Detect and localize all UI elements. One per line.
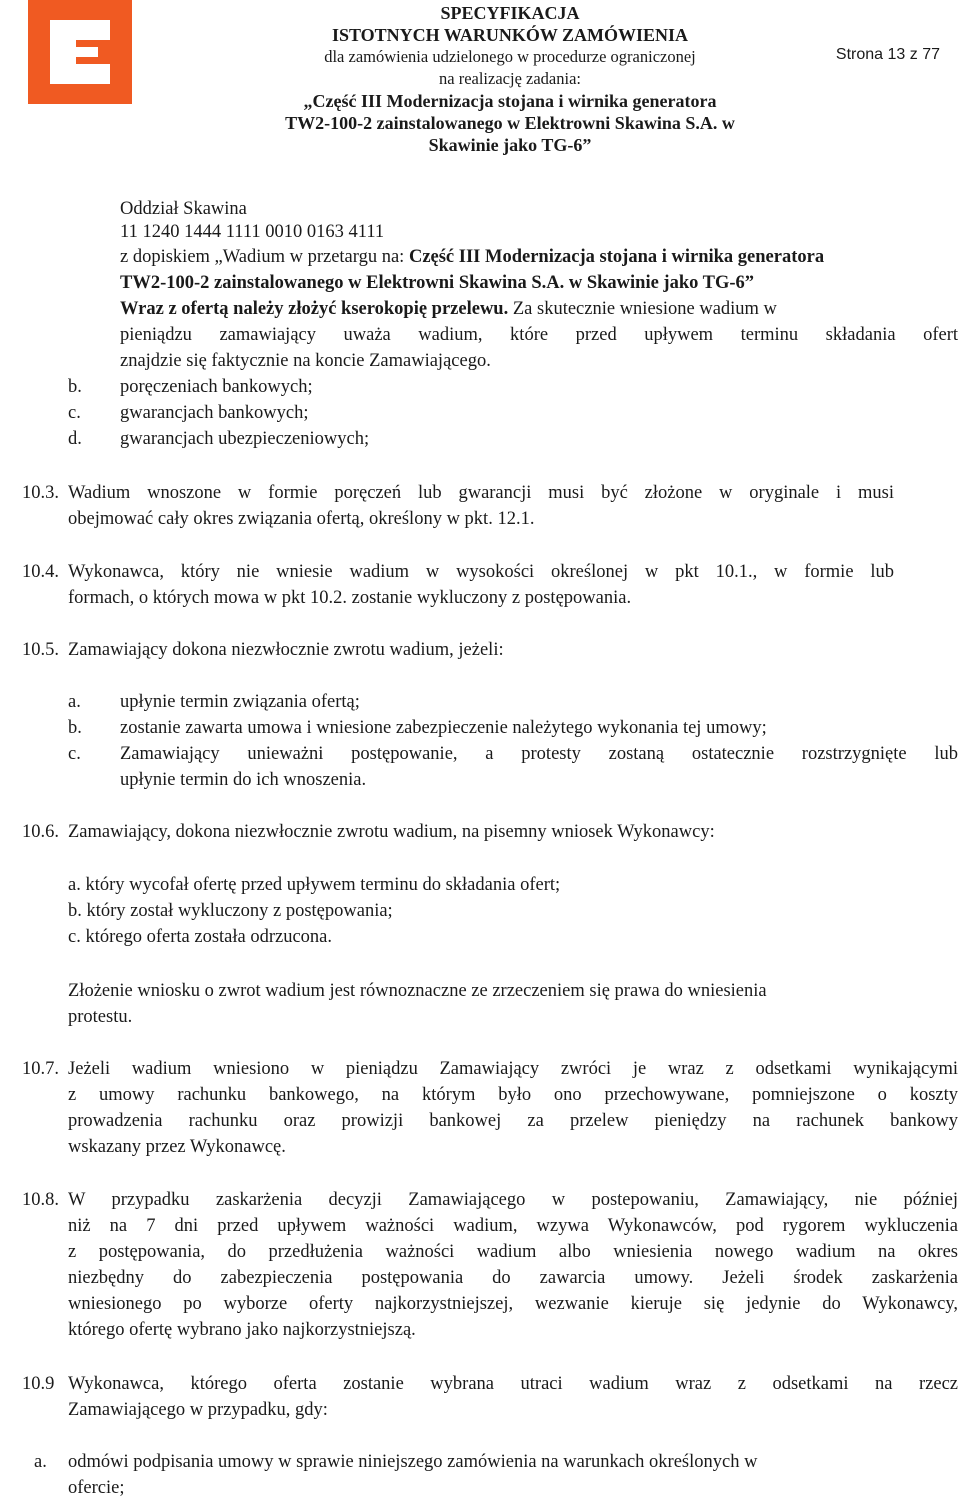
annotation-normal: z dopiskiem „Wadium w przetargu na: bbox=[120, 247, 409, 267]
form-item: gwarancjach bankowych; bbox=[120, 403, 309, 423]
header-task-line1: „Część III Modernizacja stojana i wirnika generatora bbox=[303, 91, 717, 111]
list-item: Zamawiający unieważni postępowanie, a protesty zostaną ostatecznie rozstrzygnięte lub bbox=[120, 744, 958, 764]
list-item-end: ofercie; bbox=[68, 1478, 125, 1498]
section-109-end: Zamawiającego w przypadku, gdy: bbox=[68, 1400, 328, 1420]
document-header bbox=[250, 2, 770, 156]
section-number: 10.7. bbox=[22, 1059, 59, 1079]
list-item: c. którego oferta została odrzucona. bbox=[68, 927, 333, 947]
section-108-end: którego ofertę wybrano jako najkorzystniejszą. bbox=[68, 1320, 416, 1340]
header-procedure: dla zamówienia udzielonego w procedurze ograniczonej bbox=[324, 47, 696, 66]
section-number: 10.6. bbox=[22, 822, 59, 842]
list-item: zostanie zawarta umowa i wniesione zabezpieczenie należytego wykonania tej umowy; bbox=[120, 718, 767, 738]
section-109-line: Wykonawca, którego oferta zostanie wybrana utraci wadium wraz z odsetkami na rzecz bbox=[68, 1374, 958, 1394]
header-task-line3: Skawinie jako TG-6” bbox=[428, 135, 592, 155]
section-108-line: z postępowania, do przedłużenia ważności wadium albo wniesienia nowego wadium na okres bbox=[68, 1242, 958, 1262]
list-item: b. który został wykluczony z postępowania; bbox=[68, 901, 393, 921]
list-item: odmówi podpisania umowy w sprawie niniejszego zamówienia na warunkach określonych w bbox=[68, 1452, 758, 1472]
section-108-line: wniesionego po wyborze oferty najkorzystniejszej, wezwanie kieruje się jedynie do Wykonawcy, bbox=[68, 1294, 958, 1314]
section-103-end: obejmować cały okres związania ofertą, określony w pkt. 12.1. bbox=[68, 509, 535, 529]
section-104-end: formach, o których mowa w pkt 10.2. zostanie wykluczony z postępowania. bbox=[68, 588, 632, 608]
company-logo bbox=[28, 0, 132, 104]
header-subtitle: ISTOTNYCH WARUNKÓW ZAMÓWIENIA bbox=[331, 25, 689, 45]
transfer-annotation bbox=[120, 244, 824, 270]
section-105-line: Zamawiający dokona niezwłocznie zwrotu wadium, jeżeli: bbox=[68, 640, 504, 660]
list-label: b. bbox=[68, 718, 82, 738]
section-107-line: prowadzenia rachunku oraz prowizji bankowej za przelew pieniędzy na rachunek bankowy bbox=[68, 1111, 958, 1131]
copy-bold: Wraz z ofertą należy złożyć kserokopię przelewu. bbox=[120, 299, 509, 319]
list-item: a. który wycofał ofertę przed upływem terminu do składania ofert; bbox=[68, 875, 561, 895]
form-label: d. bbox=[68, 429, 82, 449]
annotation-line2-normal: w Skawinie jako TG-6” bbox=[564, 273, 755, 293]
header-title: SPECYFIKACJA bbox=[440, 3, 580, 23]
section-107-line: Jeżeli wadium wniesiono w pieniądzu Zamawiający zwróci je wraz z odsetkami wynikającymi bbox=[68, 1059, 958, 1079]
note-line: Złożenie wniosku o zwrot wadium jest równoznaczne ze zrzeczeniem się prawa do wniesienia bbox=[68, 981, 767, 1001]
copy-rest: Za skutecznie wniesione wadium w bbox=[508, 299, 777, 319]
section-number: 10.4. bbox=[22, 562, 59, 582]
section-104-line: Wykonawca, który nie wniesie wadium w wysokości określonej w pkt 10.1., w formie lub bbox=[68, 562, 894, 582]
list-item: upłynie termin związania ofertą; bbox=[120, 692, 360, 712]
section-107-line: z umowy rachunku bankowego, na którym było ono przechowywane, pomniejszone o koszty bbox=[68, 1085, 958, 1105]
section-108-line: niezbędny do zabezpieczenia postępowania do zawarcia umowy. Jeżeli środek zaskarżenia bbox=[68, 1268, 958, 1288]
list-item-end: upłynie termin do ich wnoszenia. bbox=[120, 770, 367, 790]
copy-instruction bbox=[120, 296, 777, 322]
section-number: 10.3. bbox=[22, 483, 59, 503]
annotation-line2-bold: TW2-100-2 zainstalowanego w Elektrowni Skawina S.A. bbox=[120, 273, 565, 293]
section-number: 10.8. bbox=[22, 1190, 59, 1210]
bank-account: 11 1240 1444 1111 0010 0163 4111 bbox=[120, 222, 385, 242]
section-number: 10.5. bbox=[22, 640, 59, 660]
section-108-line: niż na 7 dni przed upływem ważności wadium, wzywa Wykonawców, pod rygorem wykluczenia bbox=[68, 1216, 958, 1236]
form-item: poręczeniach bankowych; bbox=[120, 377, 313, 397]
form-label: c. bbox=[68, 403, 81, 423]
header-task-label: na realizację zadania: bbox=[439, 69, 581, 88]
section-106-line: Zamawiający, dokona niezwłocznie zwrotu wadium, na pisemny wniosek Wykonawcy: bbox=[68, 822, 715, 842]
bank-branch: Oddział Skawina bbox=[120, 199, 247, 219]
annotation-bold: Część III Modernizacja stojana i wirnika generatora bbox=[408, 247, 825, 267]
form-item: gwarancjach ubezpieczeniowych; bbox=[120, 429, 370, 449]
section-number: 10.9 bbox=[22, 1374, 55, 1394]
page-number: Strona 13 z 77 bbox=[835, 46, 940, 63]
section-107-end: wskazany przez Wykonawcę. bbox=[68, 1137, 286, 1157]
list-label: a. bbox=[34, 1452, 47, 1472]
header-task-line2: TW2-100-2 zainstalowanego w Elektrowni Skawina S.A. w bbox=[285, 113, 735, 133]
money-paragraph-line: pieniądzu zamawiający uważa wadium, które przed upływem terminu składania ofert bbox=[120, 325, 958, 345]
money-paragraph-end: znajdzie się faktycznie na koncie Zamawiającego. bbox=[120, 351, 491, 371]
section-103-line: Wadium wnoszone w formie poręczeń lub gwarancji musi być złożone w oryginale i musi bbox=[68, 483, 894, 503]
section-108-line: W przypadku zaskarżenia decyzji Zamawiającego w postepowaniu, Zamawiający, nie później bbox=[68, 1190, 958, 1210]
form-label: b. bbox=[68, 377, 82, 397]
list-label: a. bbox=[68, 692, 81, 712]
note-line-end: protestu. bbox=[68, 1007, 133, 1027]
list-label: c. bbox=[68, 744, 81, 764]
transfer-annotation-2 bbox=[120, 270, 754, 296]
